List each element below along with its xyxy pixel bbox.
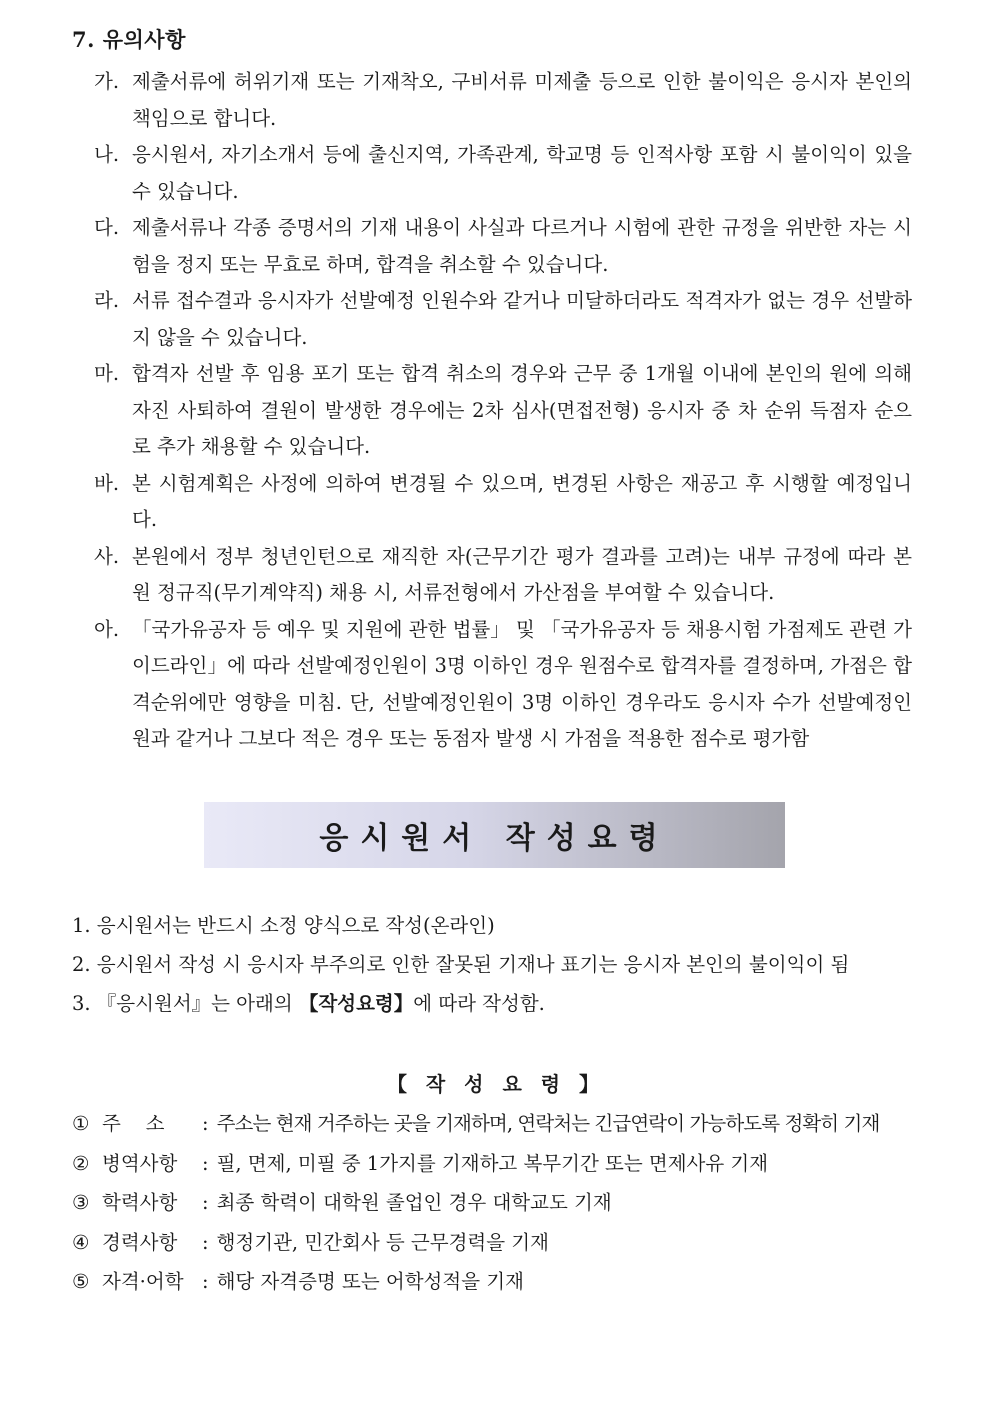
guide-number: ⑤ — [72, 1270, 90, 1293]
guide-label: 병역사항 — [102, 1151, 178, 1175]
note-item — [94, 612, 912, 758]
rule-emphasis: 【작성요령】 — [298, 992, 414, 1015]
note-marker: 가. — [94, 70, 120, 93]
note-text: 본 시험계획은 사정에 의하여 변경될 수 있으며, 변경된 사항은 재공고 후 시행할 예정입니다. — [132, 471, 912, 531]
guide-description: 행정기관, 민간회사 등 근무경력을 기재 — [216, 1230, 549, 1254]
guide-separator: : — [202, 1112, 209, 1135]
rule-item: 2. 응시원서 작성 시 응시자 부주의로 인한 잘못된 기재나 표기는 응시자 본인의 불이익이 됨 — [72, 953, 850, 976]
note-marker: 사. — [94, 544, 120, 568]
guide-description: 최종 학력이 대학원 졸업인 경우 대학교도 기재 — [216, 1191, 612, 1214]
note-text: 응시원서, 자기소개서 등에 출신지역, 가족관계, 학교명 등 인적사항 포함 시 불이익이 있을 수 있습니다. — [132, 143, 912, 203]
notes-list — [94, 64, 912, 758]
guide-item — [72, 1262, 932, 1302]
note-text: 「국가유공자 등 예우 및 지원에 관한 법률」 및 「국가유공자 등 채용시험 가점제도 관련 가이드라인」에 따라 선발예정인원이 3명 이하인 경우 원점수로 합격자를 결정하며, 가점은 합격순위에만 영향을 미침. 단, 선발예정인원이 3명 이하인 경우라도 응시자 수가 선발예정인원과 같거나 그보다 적은 경우 또는 동점자 발생 시 가점을 적용한 점수로 평가함 — [132, 617, 912, 750]
note-text: 제출서류에 허위기재 또는 기재착오, 구비서류 미제출 등으로 인한 불이익은 응시자 본인의 책임으로 합니다. — [132, 70, 912, 130]
note-item — [94, 283, 912, 356]
guide-label: 자격·어학 — [102, 1270, 184, 1293]
guide-item — [72, 1223, 932, 1263]
banner-title: 응시원서 작성요령 — [319, 821, 670, 856]
note-text: 합격자 선발 후 임용 포기 또는 합격 취소의 경우와 근무 중 1개월 이내에 본인의 원에 의해 자진 사퇴하여 결원이 발생한 경우에는 2차 심사(면접전형) 응시자 중 차 순위 득점자 순으로 추가 채용할 수 있습니다. — [132, 362, 912, 458]
guide-item — [72, 1183, 932, 1223]
note-marker: 라. — [94, 289, 120, 312]
guide-item — [72, 1104, 932, 1144]
note-marker: 나. — [94, 143, 120, 166]
guide-number: ③ — [72, 1191, 90, 1214]
guide-label: 경력사항 — [102, 1230, 178, 1254]
title-banner — [204, 802, 785, 868]
rule-item: 1. 응시원서는 반드시 소정 양식으로 작성(온라인) — [72, 914, 495, 937]
note-item — [94, 64, 912, 137]
guide-label: 학력사항 — [102, 1191, 178, 1214]
guide-item — [72, 1144, 932, 1184]
guide-separator: : — [202, 1191, 209, 1214]
note-marker: 마. — [94, 362, 120, 385]
section-heading: 7. 유의사항 — [72, 27, 186, 52]
note-text: 제출서류나 각종 증명서의 기재 내용이 사실과 다르거나 시험에 관한 규정을 위반한 자는 시험을 정지 또는 무효로 하며, 합격을 취소할 수 있습니다. — [132, 216, 912, 276]
note-text: 서류 접수결과 응시자가 선발예정 인원수와 같거나 미달하더라도 적격자가 없는 경우 선발하지 않을 수 있습니다. — [132, 289, 912, 349]
note-item — [94, 210, 912, 283]
note-item — [94, 539, 912, 612]
guide-separator: : — [202, 1230, 209, 1254]
guide-label: 주 소 — [102, 1112, 165, 1135]
note-marker: 아. — [94, 617, 120, 641]
note-text: 본원에서 정부 청년인턴으로 재직한 자(근무기간 평가 결과를 고려)는 내부 규정에 따라 본원 정규직(무기계약직) 채용 시, 서류전형에서 가산점을 부여할 수 있습니다. — [132, 544, 912, 604]
guide-title: 【 작 성 요 령 】 — [386, 1072, 606, 1096]
note-item — [94, 137, 912, 210]
guide-description: 필, 면제, 미필 중 1가지를 기재하고 복무기간 또는 면제사유 기재 — [216, 1151, 769, 1175]
note-marker: 다. — [94, 216, 120, 239]
rule-item — [72, 984, 932, 1023]
rule-text: 에 따라 작성함. — [413, 992, 545, 1015]
note-marker: 바. — [94, 471, 120, 495]
guide-separator: : — [202, 1270, 209, 1293]
guide-number: ② — [72, 1151, 90, 1175]
rule-text: 3. 『응시원서』는 아래의 — [72, 992, 299, 1015]
guide-description: 주소는 현재 거주하는 곳을 기재하며, 연락처는 긴급연락이 가능하도록 정확히 기재 — [216, 1112, 880, 1135]
guide-number: ① — [72, 1112, 90, 1135]
rules-list — [72, 906, 932, 1023]
guide-number: ④ — [72, 1230, 90, 1254]
guide-description: 해당 자격증명 또는 어학성적을 기재 — [216, 1270, 524, 1293]
note-item — [94, 466, 912, 539]
note-item — [94, 356, 912, 466]
guide-list — [72, 1104, 932, 1302]
guide-separator: : — [202, 1151, 209, 1175]
